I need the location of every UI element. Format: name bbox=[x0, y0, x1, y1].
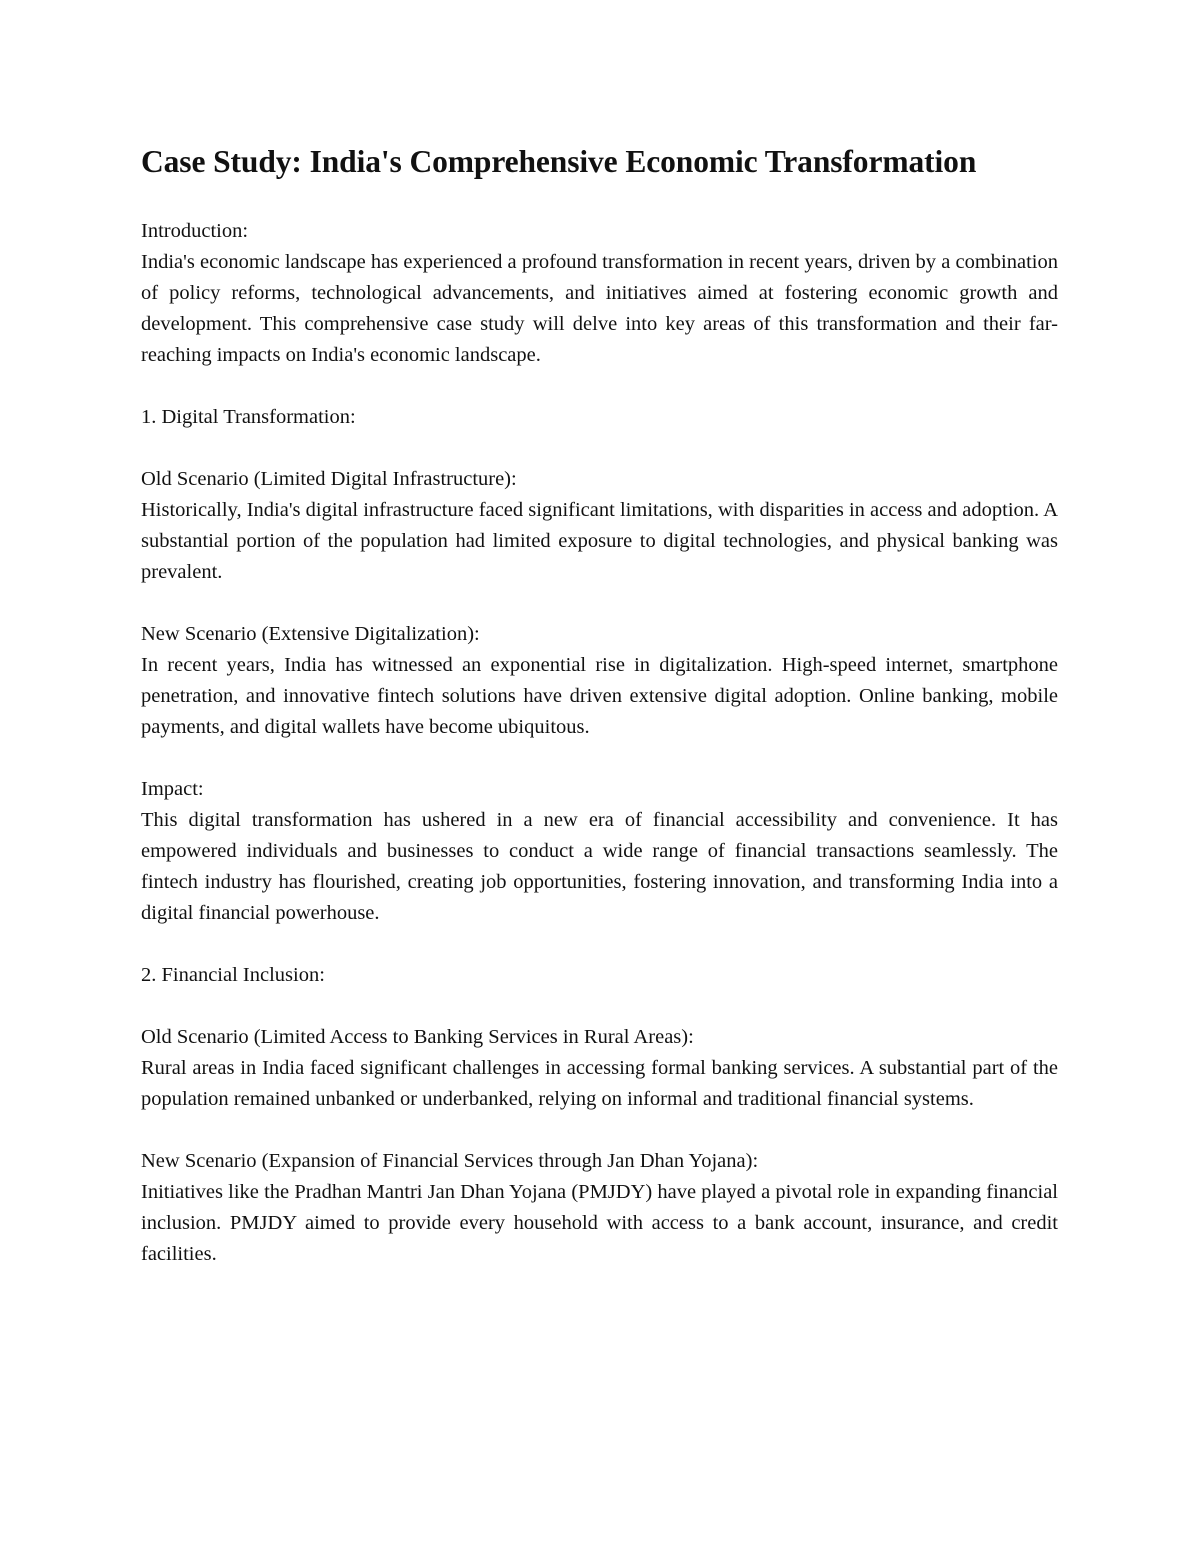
section-2-old-text: Rural areas in India faced significant challenges in accessing formal banking services. A substantial part of the population remained unbanked or underbanked, relying on informal and traditional financial systems. bbox=[141, 1057, 1058, 1110]
document-title: Case Study: India's Comprehensive Economic Transformation bbox=[141, 144, 977, 179]
spacer bbox=[141, 743, 1058, 774]
section-1-old-heading: Old Scenario (Limited Digital Infrastructure): bbox=[141, 468, 517, 490]
section-1-new-heading: New Scenario (Extensive Digitalization): bbox=[141, 623, 480, 645]
spacer bbox=[141, 1115, 1058, 1146]
section-2-new-text: Initiatives like the Pradhan Mantri Jan Dhan Yojana (PMJDY) have played a pivotal role in expanding financial inclusion. PMJDY aimed to provide every household with access to a bank account, insurance, and credit facilities. bbox=[141, 1181, 1058, 1265]
document-page bbox=[141, 138, 1058, 1270]
section-1-impact-heading: Impact: bbox=[141, 778, 204, 800]
section-1-heading: 1. Digital Transformation: bbox=[141, 406, 356, 428]
section-1-impact-text: This digital transformation has ushered in a new era of financial accessibility and convenience. It has empowered individuals and businesses to conduct a wide range of financial transactions seamlessly. The fintech industry has flourished, creating job opportunities, fostering innovation, and transforming India into a digital financial powerhouse. bbox=[141, 809, 1058, 924]
section-1-old-text: Historically, India's digital infrastructure faced significant limitations, with disparities in access and adoption. A substantial portion of the population had limited exposure to digital technologies, and physical banking was prevalent. bbox=[141, 499, 1058, 583]
spacer bbox=[141, 433, 1058, 464]
introduction-heading: Introduction: bbox=[141, 220, 249, 242]
section-2-heading: 2. Financial Inclusion: bbox=[141, 964, 325, 986]
spacer bbox=[141, 991, 1058, 1022]
introduction-text: India's economic landscape has experienced a profound transformation in recent years, driven by a combination of policy reforms, technological advancements, and initiatives aimed at fostering economic growth and development. This comprehensive case study will delve into key areas of this transformation and their far-reaching impacts on India's economic landscape. bbox=[141, 251, 1058, 366]
section-2-new-heading: New Scenario (Expansion of Financial Services through Jan Dhan Yojana): bbox=[141, 1150, 759, 1172]
spacer bbox=[141, 588, 1058, 619]
spacer bbox=[141, 929, 1058, 960]
section-1-new-text: In recent years, India has witnessed an exponential rise in digitalization. High-speed internet, smartphone penetration, and innovative fintech solutions have driven extensive digital adoption. Online banking, mobile payments, and digital wallets have become ubiquitous. bbox=[141, 654, 1058, 738]
section-2-old-heading: Old Scenario (Limited Access to Banking Services in Rural Areas): bbox=[141, 1026, 694, 1048]
spacer bbox=[141, 371, 1058, 402]
